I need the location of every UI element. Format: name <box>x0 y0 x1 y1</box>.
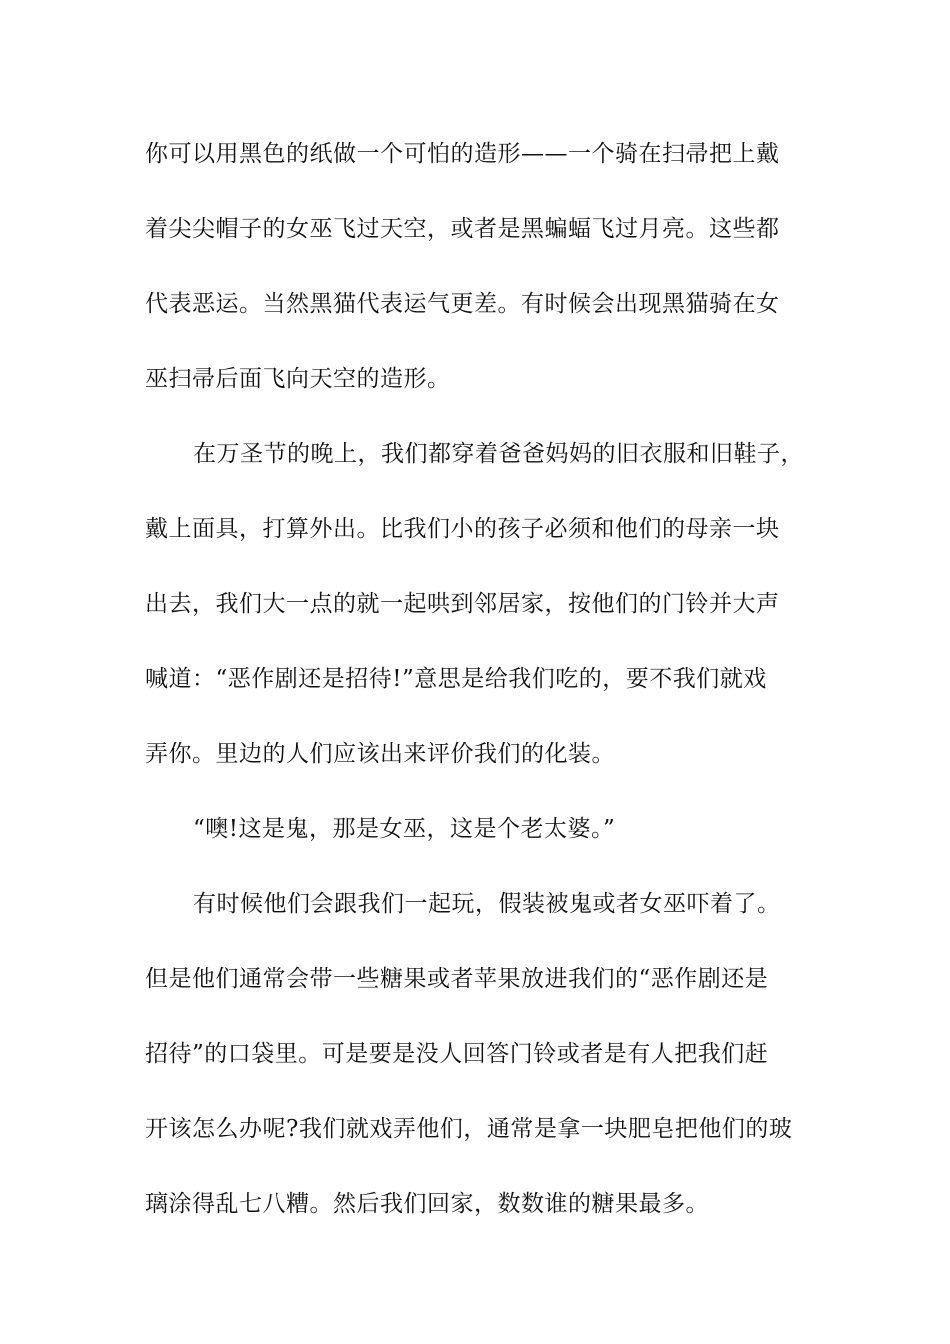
text-line: 弄你。里边的人们应该出来评价我们的化装。 <box>145 741 615 767</box>
text-line: 巫扫帚后面飞向天空的造形。 <box>145 366 451 392</box>
text-line: 戴上面具，打算外出。比我们小的孩子必须和他们的母亲一块 <box>145 516 780 542</box>
text-line: 开该怎么办呢?我们就戏弄他们，通常是拿一块肥皂把他们的玻 <box>145 1116 793 1142</box>
text-line: 代表恶运。当然黑猫代表运气更差。有时候会出现黑猫骑在女 <box>145 291 780 317</box>
text-line: 招待”的口袋里。可是要是没人回答门铃或者是有人把我们赶 <box>145 1041 769 1067</box>
text-line: 但是他们通常会带一些糖果或者苹果放进我们的“恶作剧还是 <box>145 966 769 992</box>
text-line: 璃涂得乱七八糟。然后我们回家，数数谁的糖果最多。 <box>145 1191 709 1217</box>
dialogue-line: “噢!这是鬼，那是女巫，这是个老太婆。” <box>193 816 616 842</box>
text-line: 喊道：“恶作剧还是招待!”意思是给我们吃的，要不我们就戏 <box>145 666 767 692</box>
paragraph-start-line: 在万圣节的晚上，我们都穿着爸爸妈妈的旧衣服和旧鞋子， <box>193 441 804 467</box>
paragraph-start-line: 有时候他们会跟我们一起玩，假装被鬼或者女巫吓着了。 <box>193 891 781 917</box>
text-line: 你可以用黑色的纸做一个可怕的造形——一个骑在扫帚把上戴 <box>145 141 780 167</box>
document-body <box>145 130 815 1255</box>
text-line: 出去，我们大一点的就一起哄到邻居家，按他们的门铃并大声 <box>145 591 780 617</box>
text-line: 着尖尖帽子的女巫飞过天空，或者是黑蝙蝠飞过月亮。这些都 <box>145 216 780 242</box>
